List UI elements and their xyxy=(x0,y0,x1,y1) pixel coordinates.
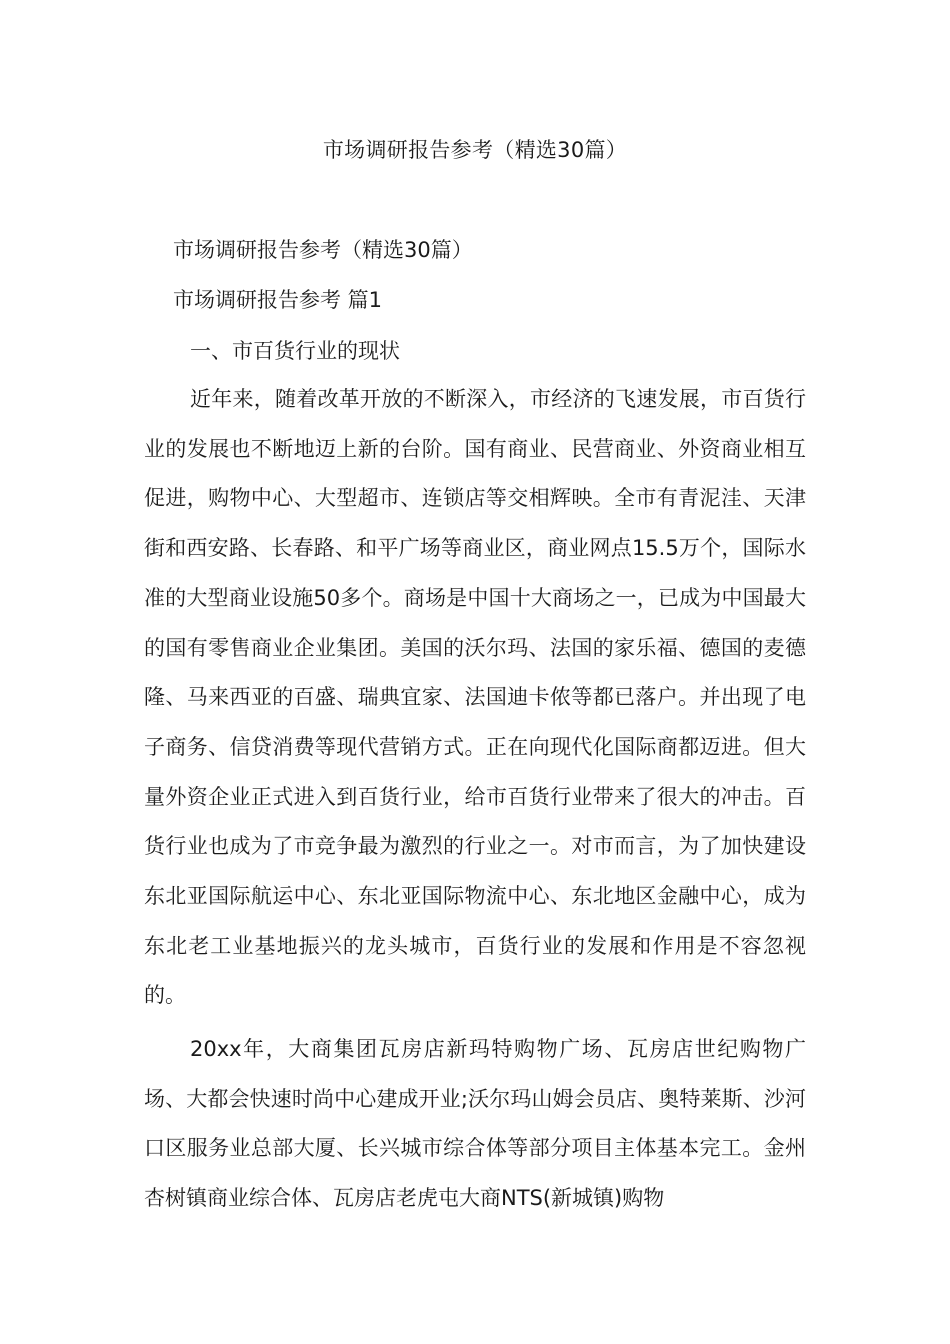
subtitle-repeat: 市场调研报告参考（精选30篇） xyxy=(173,238,473,262)
document-title: 市场调研报告参考（精选30篇） xyxy=(322,138,628,162)
body-paragraph-1: 近年来，随着改革开放的不断深入，市经济的飞速发展，市百货行业的发展也不断地迈上新的台阶。国有商业、民营商业、外资商业相互促进，购物中心、大型超市、连锁店等交相辉映。全市有青泥洼、天津街和西安路、长春路、和平广场等商业区，商业网点15.5万个，国际水准的大型商业设施50多个。商场是中国十大商场之一，已成为中国最大的国有零售商业企业集团。美国的沃尔玛、法国的家乐福、德国的麦德隆、马来西亚的百盛、瑞典宜家、法国迪卡侬等都已落户。并出现了电子商务、信贷消费等现代营销方式。正在向现代化国际商都迈进。但大量外资企业正式进入到百货行业，给市百货行业带来了很大的冲击。百货行业也成为了市竞争最为激烈的行业之一。对市而言，为了加快建设东北亚国际航运中心、东北亚国际物流中心、东北地区金融中心，成为东北老工业基地振兴的龙头城市，百货行业的发展和作用是不容忽视的。 xyxy=(144,387,806,1008)
section-heading: 一、市百货行业的现状 xyxy=(190,339,400,363)
article-heading: 市场调研报告参考 篇1 xyxy=(173,288,383,312)
body-paragraph-2: 20xx年，大商集团瓦房店新玛特购物广场、瓦房店世纪购物广场、大都会快速时尚中心建成开业;沃尔玛山姆会员店、奥特莱斯、沙河口区服务业总部大厦、长兴城市综合体等部分项目主体基本完工。金州杏树镇商业综合体、瓦房店老虎屯大商NTS(新城镇)购物 xyxy=(144,1037,806,1211)
